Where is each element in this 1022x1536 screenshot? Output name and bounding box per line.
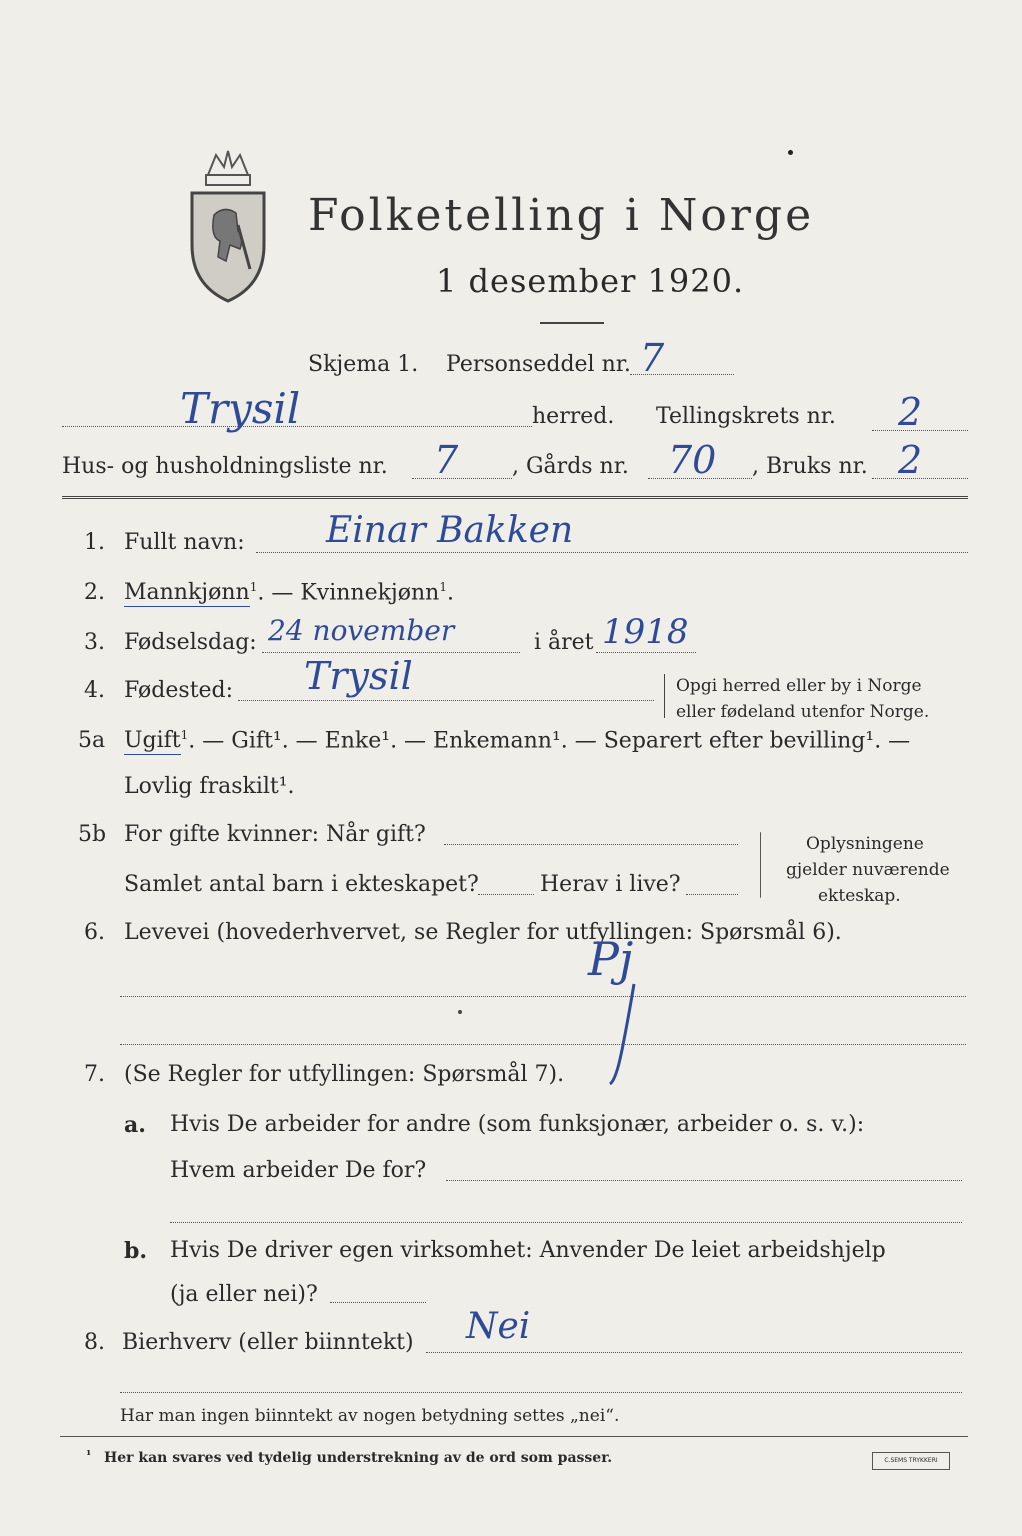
tellingskrets-value: 2 (898, 390, 923, 434)
form-title: Folketelling i Norge (308, 190, 815, 241)
q8-number: 8. (84, 1330, 105, 1355)
q4-number: 4. (84, 678, 105, 703)
q7a-line2: Hvem arbeider De for? (170, 1158, 427, 1183)
q7b-line1: Hvis De driver egen virksomhet: Anvender De leiet arbeidshjelp (170, 1238, 886, 1263)
q5b-note-bracket (760, 832, 761, 898)
q7a-answer-line2 (170, 1222, 962, 1223)
q7a-line1: Hvis De arbeider for andre (som funksjonær, arbeider o. s. v.): (170, 1112, 865, 1137)
q5b-alive-line (686, 894, 738, 895)
q5a-other-options: . — Gift¹. — Enke¹. — Enkemann¹. — Separert efter bevilling¹. — (188, 728, 911, 754)
q8-label: Bierhverv (eller biinntekt) (122, 1330, 414, 1355)
schema-label: Skjema 1. (308, 352, 419, 377)
q2-number: 2. (84, 580, 105, 605)
q2-end: . (446, 580, 454, 606)
q5b-note2: gjelder nuværende (786, 860, 950, 880)
hus-label: Hus- og husholdningsliste nr. (62, 454, 388, 479)
hus-value: 7 (434, 438, 459, 482)
gards-label: , Gårds nr. (512, 454, 629, 479)
q6-line1 (120, 996, 966, 997)
footer-divider (60, 1436, 968, 1437)
q4-note-line2: eller fødeland utenfor Norge. (676, 702, 930, 722)
q5a-number: 5a (78, 728, 106, 753)
q5b-line1: For gifte kvinner: Når gift? (124, 822, 426, 847)
q5a-options: Ugift$^1$. — Gift¹. — Enke¹. — Enkemann¹. — Separert efter bevilling¹. — (124, 728, 911, 754)
title-divider (540, 322, 604, 324)
gards-value: 70 (668, 438, 717, 482)
form-date: 1 desember 1920. (436, 262, 745, 300)
q5b-children-line (478, 894, 534, 895)
q5b-number: 5b (78, 822, 107, 847)
q5b-note1: Oplysningene (806, 834, 924, 854)
q8-value: Nei (466, 1306, 531, 1347)
ink-dot (458, 1010, 462, 1014)
q3-day-value: 24 november (268, 614, 455, 647)
bruks-value: 2 (898, 438, 923, 482)
q1-value: Einar Bakken (326, 510, 574, 551)
q6-label: Levevei (hovederhvervet, se Regler for utfyllingen: Spørsmål 6). (124, 920, 842, 945)
ink-dot (788, 150, 793, 155)
hus-line (412, 478, 512, 479)
q7a-number: a. (124, 1112, 146, 1138)
q7-number: 7. (84, 1062, 105, 1087)
q4-note-bracket (664, 674, 665, 718)
personseddel-label: Personseddel nr. (446, 352, 631, 377)
q6-value: Pj (588, 932, 634, 986)
q1-line (256, 552, 968, 553)
q2-separator: . — (257, 580, 301, 606)
header-divider (62, 496, 968, 499)
q5a-line2: Lovlig fraskilt¹. (124, 774, 295, 799)
q1-number: 1. (84, 530, 105, 555)
q3-label: Fødselsdag: (124, 630, 257, 655)
q8-line2 (120, 1392, 962, 1393)
footnote-mark: ¹ (86, 1448, 92, 1462)
coat-of-arms-icon (186, 145, 270, 309)
bruks-label: , Bruks nr. (752, 454, 868, 479)
q3-day-line (262, 652, 520, 653)
q4-label: Fødested: (124, 678, 234, 703)
personseddel-value: 7 (640, 336, 665, 380)
q7-label: (Se Regler for utfyllingen: Spørsmål 7). (124, 1062, 565, 1087)
q7a-answer-line (446, 1180, 962, 1181)
q5b-note3: ekteskap. (818, 886, 901, 906)
q6-pen-stroke-icon (604, 980, 644, 1090)
q3-year-label: i året (534, 630, 594, 655)
footer-note: Har man ingen biinntekt av nogen betydning settes „nei“. (120, 1406, 620, 1426)
q5a-ugift-option[interactable]: Ugift (124, 728, 181, 754)
q5b-line2b: Herav i live? (540, 872, 681, 897)
q1-label: Fullt navn: (124, 530, 245, 555)
q3-year-line (596, 652, 696, 653)
q4-line (238, 700, 654, 701)
q3-year-value: 1918 (602, 612, 689, 652)
q2-female-option[interactable]: Kvinnekjønn (300, 580, 440, 606)
q7b-line2: (ja eller nei)? (170, 1282, 318, 1307)
q2-male-option[interactable]: Mannkjønn (124, 580, 250, 606)
herred-label: herred. (532, 404, 615, 429)
q6-line2 (120, 1044, 966, 1045)
q4-note-line1: Opgi herred eller by i Norge (676, 676, 922, 696)
q8-line (426, 1352, 962, 1353)
tellingskrets-label: Tellingskrets nr. (656, 404, 836, 429)
q5b-married-line (444, 844, 738, 845)
q2-options: Mannkjønn$^1$. — Kvinnekjønn$^1$. (124, 580, 454, 606)
printer-stamp (872, 1452, 950, 1470)
q7b-number: b. (124, 1238, 148, 1264)
herred-value: Trysil (180, 384, 301, 433)
q6-number: 6. (84, 920, 105, 945)
q7b-answer-line (330, 1302, 426, 1303)
q4-value: Trysil (304, 654, 413, 698)
q5b-line2a: Samlet antal barn i ekteskapet? (124, 872, 479, 897)
printer-stamp-text: C.SEMS TRYKKERI (884, 1457, 938, 1464)
q3-number: 3. (84, 630, 105, 655)
footnote-text: Her kan svares ved tydelig understrekning av de ord som passer. (104, 1450, 613, 1466)
